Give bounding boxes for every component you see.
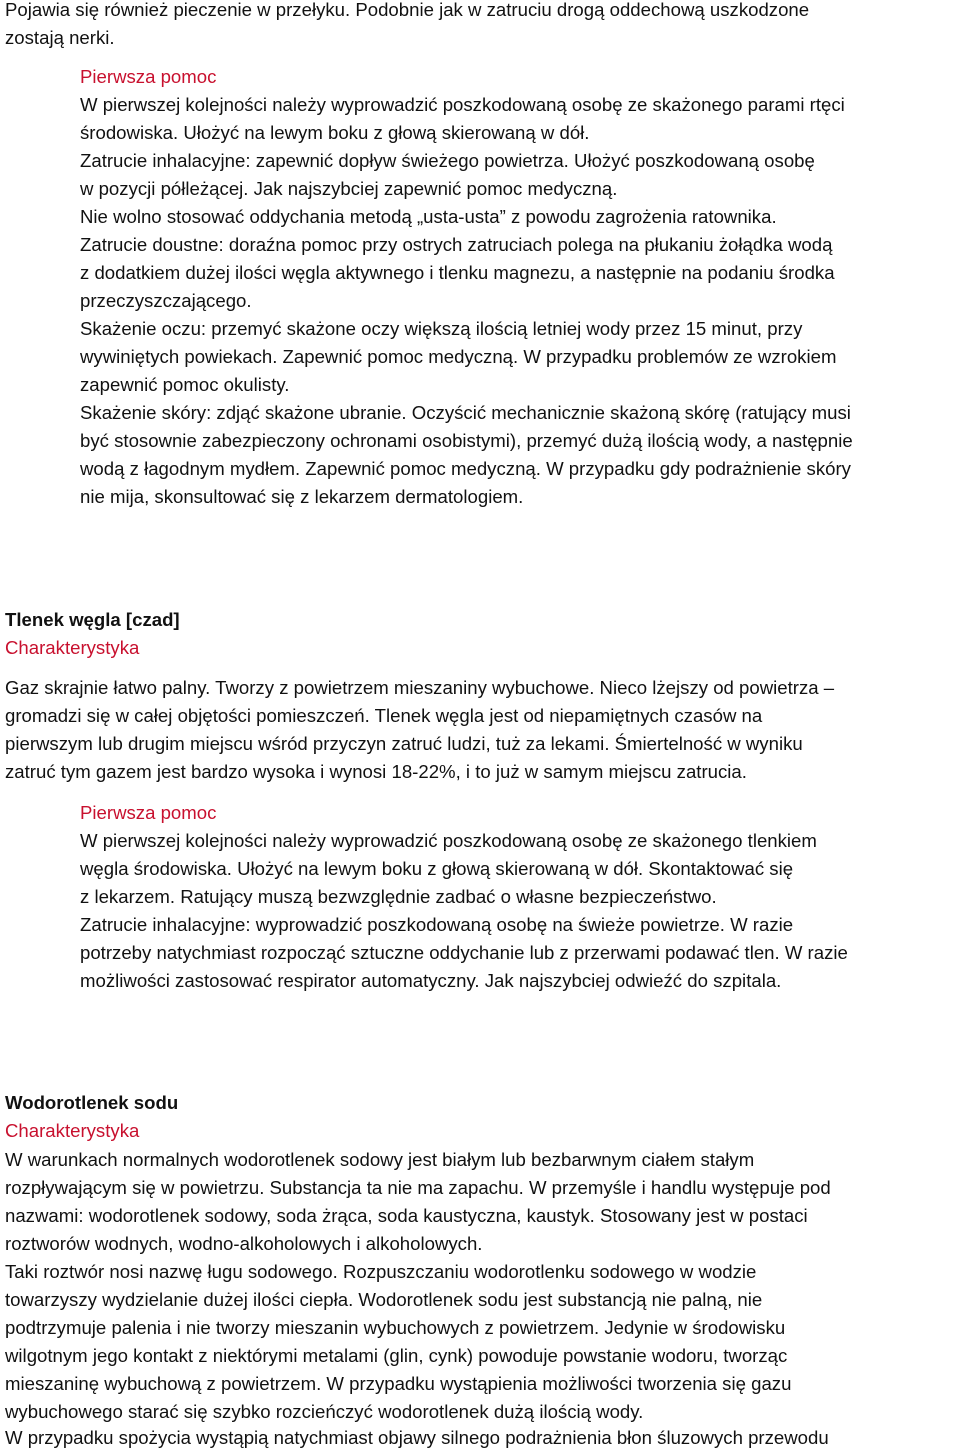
paragraph-line: W pierwszej kolejności należy wyprowadzić poszkodowaną osobę ze skażonego tlenkiem <box>80 830 817 851</box>
paragraph-line: W pierwszej kolejności należy wyprowadzić poszkodowaną osobę ze skażonego parami rtęci <box>80 94 845 115</box>
paragraph-line: Pojawia się również pieczenie w przełyku. Podobnie jak w zatruciu drogą oddechową uszkodzone <box>5 0 810 20</box>
paragraph-line: potrzeby natychmiast rozpocząć sztuczne oddychanie lub z przerwami podawać tlen. W razie <box>80 942 848 963</box>
paragraph-line: wybuchowego starać się szybko rozcieńczyć wodorotlenek dużą ilością wody. <box>5 1401 644 1422</box>
section-heading-first-aid: Pierwsza pomoc <box>80 66 217 87</box>
paragraph-line: wodą z łagodnym mydłem. Zapewnić pomoc medyczną. W przypadku gdy podrażnienie skóry <box>80 458 851 479</box>
paragraph-line: zapewnić pomoc okulisty. <box>80 374 290 395</box>
paragraph-line: środowiska. Ułożyć na lewym boku z głową skierowaną w dół. <box>80 122 590 143</box>
paragraph-line: przeczyszczającego. <box>80 290 252 311</box>
paragraph-line: rozpływającym się w powietrzu. Substancja ta nie ma zapachu. W przemyśle i handlu występuje pod <box>5 1177 831 1198</box>
section-title-sodium-hydroxide: Wodorotlenek sodu <box>5 1092 179 1113</box>
paragraph-line: wilgotnym jego kontakt z niektórymi metalami (glin, cynk) powoduje powstanie wodoru, tworząc <box>5 1345 788 1366</box>
paragraph-line: z dodatkiem dużej ilości węgla aktywnego i tlenku magnezu, a następnie na podaniu środka <box>80 262 835 283</box>
paragraph-line: Skażenie skóry: zdjąć skażone ubranie. Oczyścić mechanicznie skażoną skórę (ratujący musi <box>80 402 851 423</box>
paragraph-line: Zatrucie doustne: doraźna pomoc przy ostrych zatruciach polega na płukaniu żołądka wodą <box>80 234 833 255</box>
paragraph-line: możliwości zastosować respirator automatyczny. Jak najszybciej odwieźć do szpitala. <box>80 970 782 991</box>
paragraph-line: zatruć tym gazem jest bardzo wysoka i wynosi 18-22%, i to już w samym miejscu zatrucia. <box>5 761 747 782</box>
subheading-characteristics: Charakterystyka <box>5 1120 140 1141</box>
paragraph-line: Gaz skrajnie łatwo palny. Tworzy z powietrzem mieszaniny wybuchowe. Nieco lżejszy od powietrza – <box>5 677 835 698</box>
paragraph-line: Zatrucie inhalacyjne: zapewnić dopływ świeżego powietrza. Ułożyć poszkodowaną osobę <box>80 150 815 171</box>
paragraph-line: W warunkach normalnych wodorotlenek sodowy jest białym lub bezbarwnym ciałem stałym <box>5 1149 755 1170</box>
paragraph-line: towarzyszy wydzielanie dużej ilości ciepła. Wodorotlenek sodu jest substancją nie palną, nie <box>5 1289 763 1310</box>
paragraph-line: Skażenie oczu: przemyć skażone oczy większą ilością letniej wody przez 15 minut, przy <box>80 318 803 339</box>
paragraph-line: nazwami: wodorotlenek sodowy, soda żrąca, soda kaustyczna, kaustyk. Stosowany jest w postaci <box>5 1205 808 1226</box>
paragraph-line: z lekarzem. Ratujący muszą bezwzględnie zadbać o własne bezpieczeństwo. <box>80 886 717 907</box>
paragraph-line: w pozycji półleżącej. Jak najszybciej zapewnić pomoc medyczną. <box>80 178 618 199</box>
paragraph-line: mieszaninę wybuchową z powietrzem. W przypadku wystąpienia możliwości tworzenia się gazu <box>5 1373 792 1394</box>
paragraph-line: nie mija, skonsultować się z lekarzem dermatologiem. <box>80 486 524 507</box>
paragraph-line: pierwszym lub drugim miejscu wśród przyczyn zatruć ludzi, tuż za lekami. Śmiertelność w wyniku <box>5 733 803 754</box>
section-title-carbon-monoxide: Tlenek węgla [czad] <box>5 609 180 630</box>
paragraph-line: węgla środowiska. Ułożyć na lewym boku z głową skierowaną w dół. Skontaktować się <box>80 858 794 879</box>
paragraph-line: Nie wolno stosować oddychania metodą „usta-usta” z powodu zagrożenia ratownika. <box>80 206 777 227</box>
paragraph-line: gromadzi się w całej objętości pomieszczeń. Tlenek węgla jest od niepamiętnych czasów na <box>5 705 763 726</box>
paragraph-line: wywiniętych powiekach. Zapewnić pomoc medyczną. W przypadku problemów ze wzrokiem <box>80 346 837 367</box>
paragraph-line: W przypadku spożycia wystąpią natychmiast objawy silnego podrażnienia błon śluzowych przewodu <box>5 1427 829 1448</box>
subheading-characteristics: Charakterystyka <box>5 637 140 658</box>
paragraph-line: podtrzymuje palenia i nie tworzy mieszanin wybuchowych z powietrzem. Jedynie w środowisku <box>5 1317 786 1338</box>
paragraph-line: Taki roztwór nosi nazwę ługu sodowego. Rozpuszczaniu wodorotlenku sodowego w wodzie <box>5 1261 757 1282</box>
section-heading-first-aid: Pierwsza pomoc <box>80 802 217 823</box>
paragraph-line: zostają nerki. <box>5 27 115 48</box>
paragraph-line: roztworów wodnych, wodno-alkoholowych i alkoholowych. <box>5 1233 483 1254</box>
paragraph-line: być stosownie zabezpieczony ochronami osobistymi), przemyć dużą ilością wody, a następnie <box>80 430 853 451</box>
paragraph-line: Zatrucie inhalacyjne: wyprowadzić poszkodowaną osobę na świeże powietrze. W razie <box>80 914 794 935</box>
